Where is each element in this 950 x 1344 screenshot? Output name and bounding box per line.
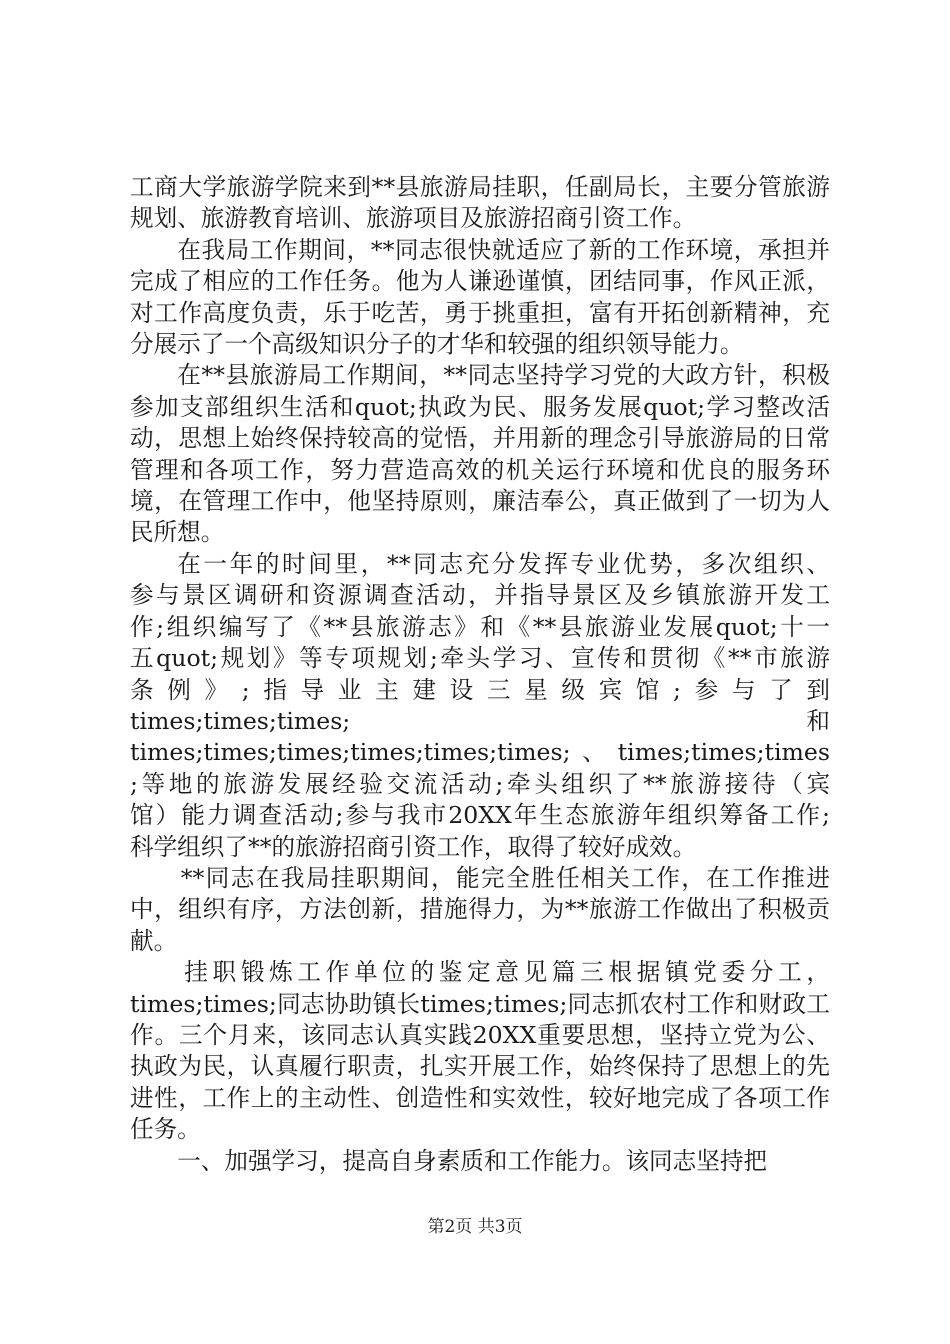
paragraph-party-study: 在**县旅游局工作期间，**同志坚持学习党的大政方针，积极参加支部组织生活和quot;执政为民、服务发展quot;学习整改活动，思想上始终保持较高的觉悟，并用新的理念引导旅游局的日常管理和各项工作，努力营造高效的机关运行环境和优良的服务环境，在管理工作中，他坚持原则，廉洁奉公，真正做到了一切为人民所想。	[130, 361, 830, 547]
achievements-line-6	[130, 706, 830, 737]
achievements-line-6-right: 和	[806, 706, 830, 735]
body-text	[130, 172, 830, 1177]
paragraph-contribution: **同志在我局挂职期间，能完全胜任相关工作，在工作推进中，组织有序，方法创新，措施得力，为**旅游工作做出了积极贡献。	[130, 863, 830, 955]
achievements-line-4: 五quot;规划》等专项规划;牵头学习、宣传和贯彻《**市旅游	[130, 644, 830, 673]
paragraph-section-one: 一、加强学习，提高自身素质和工作能力。该同志坚持把	[177, 1146, 768, 1175]
achievements-line-2: 参与景区调研和资源调查活动，并指导景区及乡镇旅游开发工	[130, 581, 830, 610]
paragraph-appraisal-three: 挂职锻炼工作单位的鉴定意见篇三根据镇党委分工，times;times;同志协助镇长times;times;同志抓农村工作和财政工作。三个月来，该同志认真实践20XX重要思想，坚持立党为公、执政为民，认真履行职责，扎实开展工作，始终保持了思想上的先进性，工作上的主动性、创造性和实效性，较好地完成了各项工作任务。	[130, 958, 830, 1144]
achievements-line-1: 在一年的时间里，**同志充分发挥专业优势，多次组织、	[177, 549, 830, 578]
achievements-line-9: 馆）能力调查活动;参与我市20XX年生态旅游年组织筹备工作;	[130, 801, 830, 830]
achievements-line-3: 作;组织编写了《**县旅游志》和《**县旅游业发展quot;十一	[130, 612, 830, 641]
page-footer: 第2页 共3页	[427, 1217, 523, 1237]
paragraph-work-period: 在我局工作期间，**同志很快就适应了新的工作环境，承担并完成了相应的工作任务。他为人谦逊谨慎，团结同事，作风正派，对工作高度负责，乐于吃苦，勇于挑重担，富有开拓创新精神，充分展示了一个高级知识分子的才华和较强的组织领导能力。	[130, 235, 830, 359]
achievements-line-6-left: times;times;times;	[130, 706, 351, 735]
paragraph-achievements	[130, 549, 830, 863]
achievements-line-5: 条例》;指导业主建设三星级宾馆;参与了到	[130, 675, 830, 704]
paragraph-intro: 工商大学旅游学院来到**县旅游局挂职，任副局长，主要分管旅游规划、旅游教育培训、旅游项目及旅游招商引资工作。	[130, 173, 830, 233]
achievements-line-7: times;times;times;times;times;times;、times;times;times	[130, 738, 830, 767]
achievements-line-10: 科学组织了**的旅游招商引资工作，取得了较好成效。	[130, 832, 697, 861]
achievements-line-8: ;等地的旅游发展经验交流活动;牵头组织了**旅游接待（宾	[130, 769, 830, 798]
